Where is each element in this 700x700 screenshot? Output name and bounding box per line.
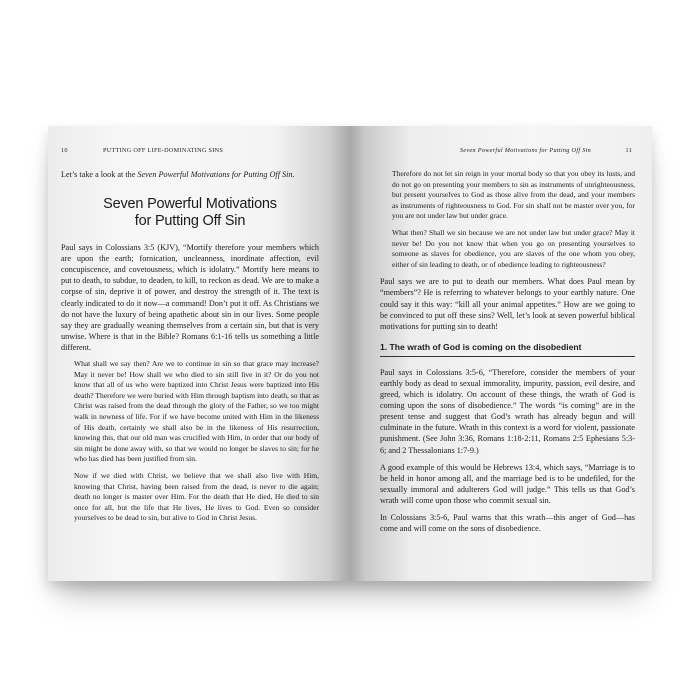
body-paragraph: In Colossians 3:5-6, Paul warns that this wrath—this anger of God—has come and will come on the sons of disobedience.	[380, 513, 635, 534]
body-paragraph: Paul says in Colossians 3:5 (KJV), “Mortify therefore your members which are upon the earth; fornication, uncleanness, inordinate affection, evil concupiscence, and covetousness, which is idolatry.” Mortify here means to put to death, to subdue, to deaden, to kill, to reckon as dead. We are to make a corpse of sin, deprive it of power, and destroy the strength of it. The text is clearly indicated to do it now—a command! Don’t put it off. As Christians we do not have the luxury of being apathetic about sin in our lives. Some people say they are gradually weaning themselves from a certain sin, but that is very unwise. Where is that in the Bible? Romans 6:1-16 tells us something a little different.	[61, 243, 319, 352]
intro-paragraph	[61, 169, 319, 180]
open-book	[48, 126, 652, 581]
body-paragraph: A good example of this would be Hebrews 13:4, which says, “Marriage is to be held in honor among all, and the marriage bed is to be undefiled, for the sexually immoral and adulterers God will judge.” This tells us that God’s wrath will come upon those who commit sexual sin.	[380, 462, 635, 505]
scripture-quote: What shall we say then? Are we to continue in sin so that grace may increase? May it never be! How shall we who died to sin still live in it? Or do you not know that all of us who were baptized into Christ Jesus were baptized into His death? Therefore we were buried with Him through baptism into death, so that as Christ was raised from the dead through the glory of the Father, so we too might walk in newness of life. For if we have become united with Him in the likeness of His death, certainly we shall also be in the likeness of His resurrection, knowing this, that our old man was crucified with Him, in order that our body of sin might be done away with, so that we would no longer be slaves to sin; for he who has died has been justified from sin.	[74, 359, 319, 464]
right-page	[350, 126, 652, 581]
page-number: 10	[61, 147, 68, 154]
section-heading	[61, 196, 319, 230]
running-head-title: PUTTING OFF LIFE-DOMINATING SINS	[103, 147, 224, 154]
intro-period: .	[292, 170, 295, 179]
scripture-quote: Therefore do not let sin reign in your mortal body so that you obey its lusts, and do not go on presenting your members to sin as instruments of unrighteousness, but present yourselves to God as those alive from the dead, and your members as instruments of righteousness to God. For sin shall not be master over you, for you are not under law but under grace.	[392, 169, 635, 221]
scripture-quote: Now if we died with Christ, we believe that we shall also live with Him, knowing that Christ, having been raised from the dead, is never to die again; death no longer is master over Him. For the death that He died, He died to sin once for all, but the life that He lives, He lives to God. Even so consider yourselves to be dead to sin, but alive to God in Christ Jesus.	[74, 470, 319, 523]
scripture-quote: What then? Shall we sin because we are not under law but under grace? May it never be! Do you not know that when you go on presenting yourselves to someone as slaves for obedience, you are slaves of the one whom you obey, either of sin leading to death, or of obedience leading to righteousness?	[392, 227, 635, 269]
left-page	[48, 126, 350, 581]
body-paragraph: Paul says in Colossians 3:5-6, “Therefore, consider the members of your earthly body as dead to sexual immorality, impurity, passion, evil desire, and greed, which is idolatry. On account of these things, the wrath of God is coming upon the sons of disobedience.” The words “is coming” are in the present tense and suggest that God’s wrath has already begun and will culminate in the future. Wrath in this context is a word for violent, passionate punishment. (See John 3:36, Romans 1:18-2:11, Romans 2:5 Ephesians 5:3-6; and 2 Thessalonians 1:7-9.)	[380, 367, 635, 455]
page-body	[61, 169, 319, 530]
running-head-title: Seven Powerful Motivations for Putting Off Sin	[460, 147, 592, 154]
heading-line-1: Seven Powerful Motivations	[103, 196, 277, 213]
intro-text: Let’s take a look at the	[61, 170, 138, 179]
body-paragraph: Paul says we are to put to death our members. What does Paul mean by “members”? He is referring to whatever belongs to your earthly nature. One could say it this way: “kill all your animal appetites.” How are we going to be convinced to put off these sins? Well, let’s look at seven powerful biblical motivations for putting sin to death!	[380, 277, 635, 331]
page-number: 11	[625, 147, 632, 154]
page-body	[380, 169, 635, 540]
numbered-subheading: 1. The wrath of God is coming on the disobedient	[380, 342, 635, 357]
intro-emphasis: Seven Powerful Motivations for Putting Off Sin	[137, 170, 293, 179]
heading-line-2: for Putting Off Sin	[134, 213, 246, 230]
